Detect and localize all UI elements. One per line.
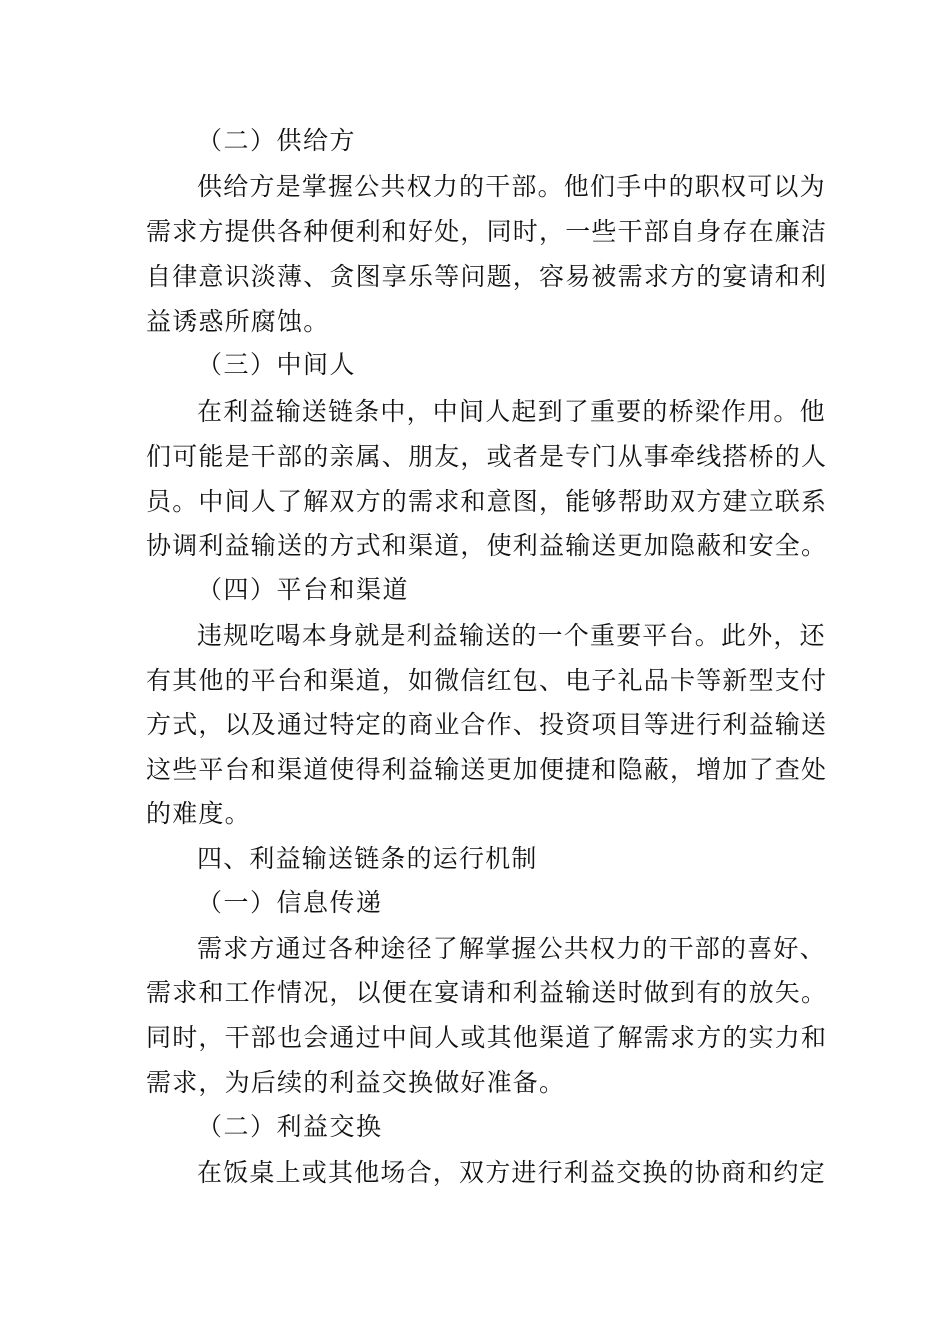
paragraph-line: 协调利益输送的方式和渠道，使利益输送更加隐蔽和安全。 bbox=[146, 531, 828, 560]
section-title: （四）平台和渠道 bbox=[197, 575, 410, 604]
section-title: （二）供给方 bbox=[197, 126, 357, 155]
paragraph-line: 需求和工作情况，以便在宴请和利益输送时做到有的放矢。 bbox=[146, 978, 828, 1007]
paragraph-line: 这些平台和渠道使得利益输送更加便捷和隐蔽，增加了查处 bbox=[146, 755, 828, 784]
paragraph-line: 的难度。 bbox=[146, 799, 251, 828]
paragraph-line: 同时，干部也会通过中间人或其他渠道了解需求方的实力和 bbox=[146, 1023, 828, 1052]
paragraph-line: 有其他的平台和渠道，如微信红包、电子礼品卡等新型支付 bbox=[146, 666, 828, 695]
paragraph-line: 们可能是干部的亲属、朋友，或者是专门从事牵线搭桥的人 bbox=[146, 442, 828, 471]
paragraph-line: 员。中间人了解双方的需求和意图，能够帮助双方建立联系 bbox=[146, 487, 828, 516]
paragraph-line: 供给方是掌握公共权力的干部。他们手中的职权可以为 bbox=[197, 172, 826, 201]
section-title: （二）利益交换 bbox=[197, 1112, 383, 1141]
section-title: （一）信息传递 bbox=[197, 888, 383, 917]
section-title: （三）中间人 bbox=[197, 350, 357, 379]
paragraph-line: 益诱惑所腐蚀。 bbox=[146, 307, 330, 336]
paragraph-line: 在利益输送链条中，中间人起到了重要的桥梁作用。他 bbox=[197, 397, 826, 426]
paragraph-line: 需求，为后续的利益交换做好准备。 bbox=[146, 1068, 566, 1097]
paragraph-line: 在饭桌上或其他场合，双方进行利益交换的协商和约定 bbox=[197, 1158, 826, 1187]
paragraph-line: 自律意识淡薄、贪图享乐等问题，容易被需求方的宴请和利 bbox=[146, 262, 828, 291]
part-heading: 四、利益输送链条的运行机制 bbox=[197, 844, 538, 873]
paragraph-line: 需求方提供各种便利和好处，同时，一些干部自身存在廉洁 bbox=[146, 217, 828, 246]
paragraph-line: 违规吃喝本身就是利益输送的一个重要平台。此外，还 bbox=[197, 621, 826, 650]
paragraph-line: 需求方通过各种途径了解掌握公共权力的干部的喜好、 bbox=[197, 934, 826, 963]
paragraph-line: 方式，以及通过特定的商业合作、投资项目等进行利益输送 bbox=[146, 710, 828, 739]
